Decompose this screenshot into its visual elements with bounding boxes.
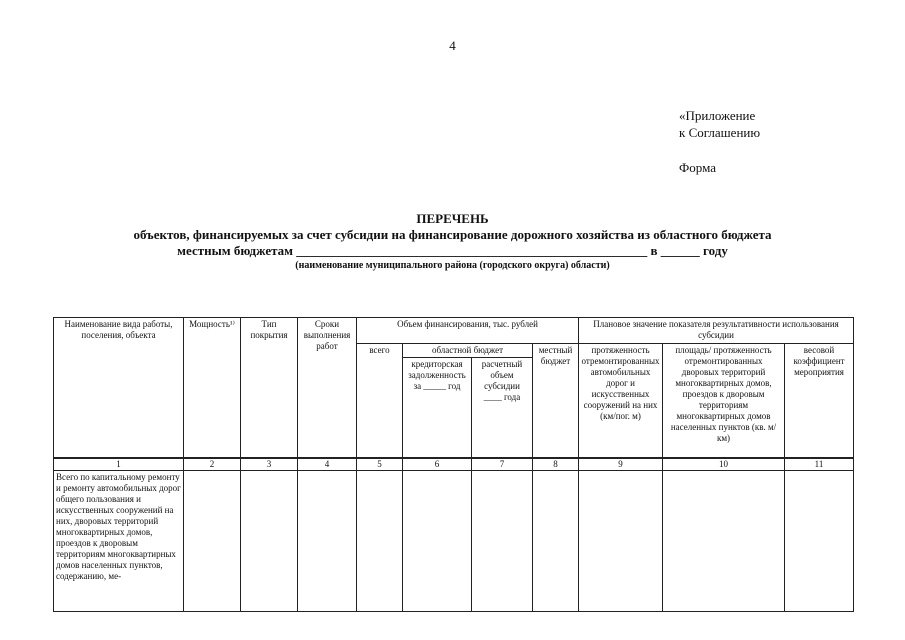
table-row	[54, 470, 854, 611]
table-cell	[298, 470, 357, 611]
header-weight: весовой коэффициент мероприятия	[785, 344, 854, 458]
column-number: 11	[785, 458, 854, 471]
table-cell	[357, 470, 403, 611]
title-line-4: (наименование муниципального района (городского округа) области)	[295, 260, 610, 271]
title-line-1: ПЕРЕЧЕНЬ	[416, 211, 489, 226]
table-cell	[785, 470, 854, 611]
document-title	[0, 211, 905, 272]
header-calc-volume: расчетный объем субсидии ____ года	[472, 358, 533, 458]
column-number: 8	[533, 458, 579, 471]
table-cell	[184, 470, 241, 611]
table-cell	[472, 470, 533, 611]
appendix-line-2: к Соглашению	[679, 125, 761, 140]
column-number: 4	[298, 458, 357, 471]
table-cell	[403, 470, 472, 611]
header-capacity: Мощность¹⁾	[184, 318, 241, 458]
header-area: площадь/ протяженность отремонтированных дворовых территорий многоквартирных домов, проездов к дворовым территориям многоквартирных домов населенных пунктов (кв. м/км)	[663, 344, 785, 458]
table-cell	[579, 470, 663, 611]
header-total: всего	[357, 344, 403, 458]
column-number: 3	[241, 458, 298, 471]
title-line-3: местным бюджетам ______________________________________________________ в ______ году	[177, 243, 728, 258]
header-work-name: Наименование вида работы, поселения, объекта	[54, 318, 184, 458]
table-cell	[663, 470, 785, 611]
row-label-total: Всего по капитальному ремонту и ремонту автомобильных дорог общего пользования и искусственных сооружений на них, дворовых территорий многоквартирных домов, проездов к дворовым территориям многоквартирных домов населенных пунктов, содержанию, ме-	[54, 470, 184, 611]
appendix-line-1: «Приложение	[679, 108, 756, 123]
header-local-budget: местный бюджет	[533, 344, 579, 458]
column-number: 7	[472, 458, 533, 471]
column-number: 5	[357, 458, 403, 471]
page-number: 4	[449, 38, 456, 53]
objects-table	[53, 317, 854, 612]
column-number: 9	[579, 458, 663, 471]
column-number: 1	[54, 458, 184, 471]
header-indicator: Плановое значение показателя результативности использования субсидии	[579, 318, 854, 344]
table-cell	[241, 470, 298, 611]
header-creditor-debt: кредиторская задолженность за _____ год	[403, 358, 472, 458]
form-label: Форма	[679, 160, 716, 175]
header-funding: Объем финансирования, тыс. рублей	[357, 318, 579, 344]
header-coverage-type: Тип покрытия	[241, 318, 298, 458]
table-cell	[533, 470, 579, 611]
header-regional-budget: областной бюджет	[403, 344, 533, 358]
column-number: 6	[403, 458, 472, 471]
column-numbers-row	[54, 458, 854, 471]
column-number: 10	[663, 458, 785, 471]
title-line-2: объектов, финансируемых за счет субсидии на финансирование дорожного хозяйства из областного бюджета	[133, 227, 772, 242]
header-deadlines: Сроки выполнения работ	[298, 318, 357, 458]
column-number: 2	[184, 458, 241, 471]
header-length: протяженность отремонтированных автомобильных дорог и искусственных сооружений на них (км/пог. м)	[579, 344, 663, 458]
appendix-note	[679, 107, 760, 141]
